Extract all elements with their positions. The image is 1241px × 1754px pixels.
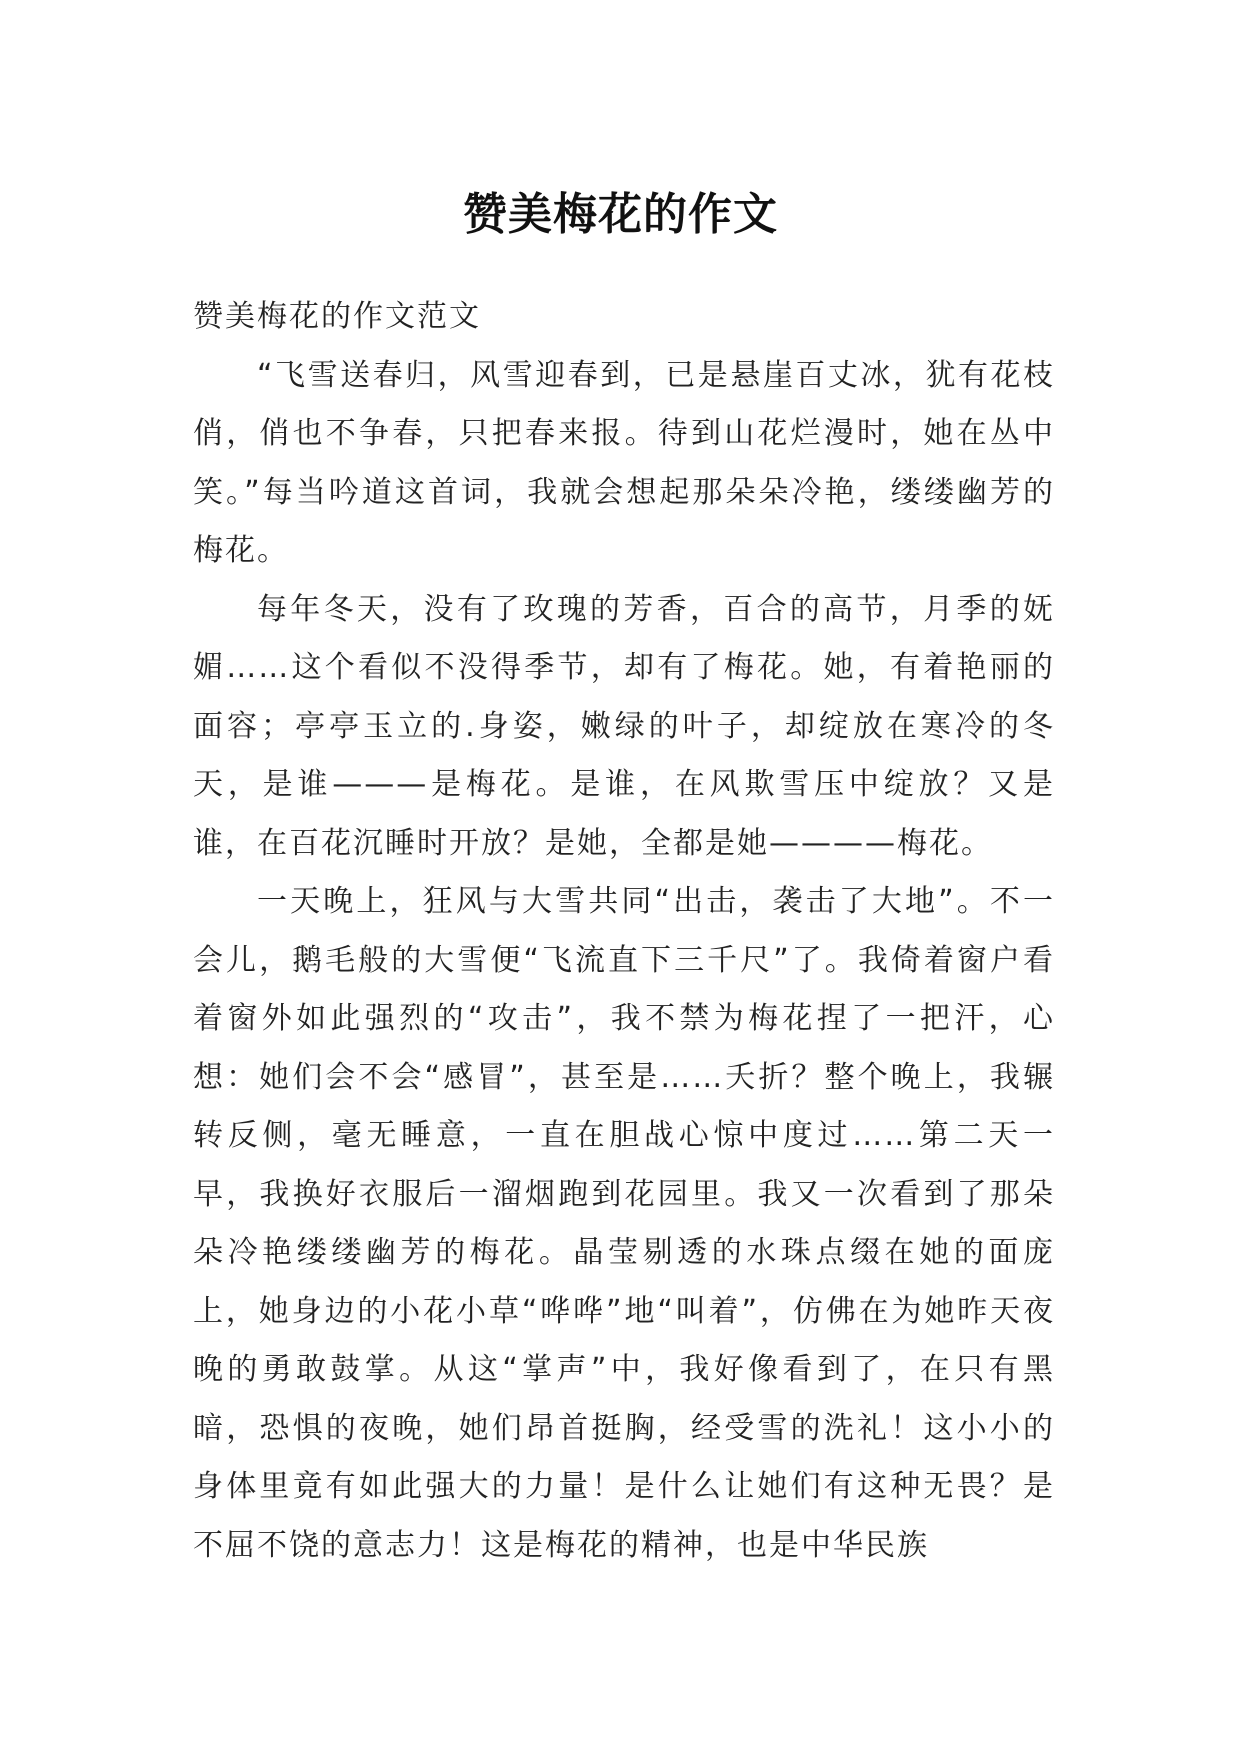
paragraph-2: 每年冬天，没有了玫瑰的芳香，百合的高节，月季的妩媚……这个看似不没得季节，却有了梅花。她，有着艳丽的面容；亭亭玉立的.身姿，嫩绿的叶子，却绽放在寒冷的冬天，是谁———是梅花。是谁，在风欺雪压中绽放？又是谁，在百花沉睡时开放？是她，全都是她————梅花。	[193, 591, 1055, 861]
paragraph-1: “飞雪送春归，风雪迎春到，已是悬崖百丈冰，犹有花枝俏，俏也不争春，只把春来报。待到山花烂漫时，她在丛中笑。”每当吟道这首词，我就会想起那朵朵冷艳，缕缕幽芳的梅花。	[193, 357, 1055, 568]
document-subtitle: 赞美梅花的作文范文	[193, 299, 481, 334]
document-title: 赞美梅花的作文	[463, 189, 778, 241]
document-body	[193, 288, 1055, 1575]
paragraph-3: 一天晚上，狂风与大雪共同“出击，袭击了大地”。不一会儿，鹅毛般的大雪便“飞流直下三千尺”了。我倚着窗户看着窗外如此强烈的“攻击”，我不禁为梅花捏了一把汗，心想：她们会不会“感冒”，甚至是……夭折？整个晚上，我辗转反侧，毫无睡意，一直在胆战心惊中度过……第二天一早，我换好衣服后一溜烟跑到花园里。我又一次看到了那朵朵冷艳缕缕幽芳的梅花。晶莹剔透的水珠点缀在她的面庞上，她身边的小花小草“哗哗”地“叫着”，仿佛在为她昨天夜晚的勇敢鼓掌。从这“掌声”中，我好像看到了，在只有黑暗，恐惧的夜晚，她们昂首挺胸，经受雪的洗礼！这小小的身体里竟有如此强大的力量！是什么让她们有这种无畏？是不屈不饶的意志力！这是梅花的精神，也是中华民族	[193, 884, 1055, 1563]
